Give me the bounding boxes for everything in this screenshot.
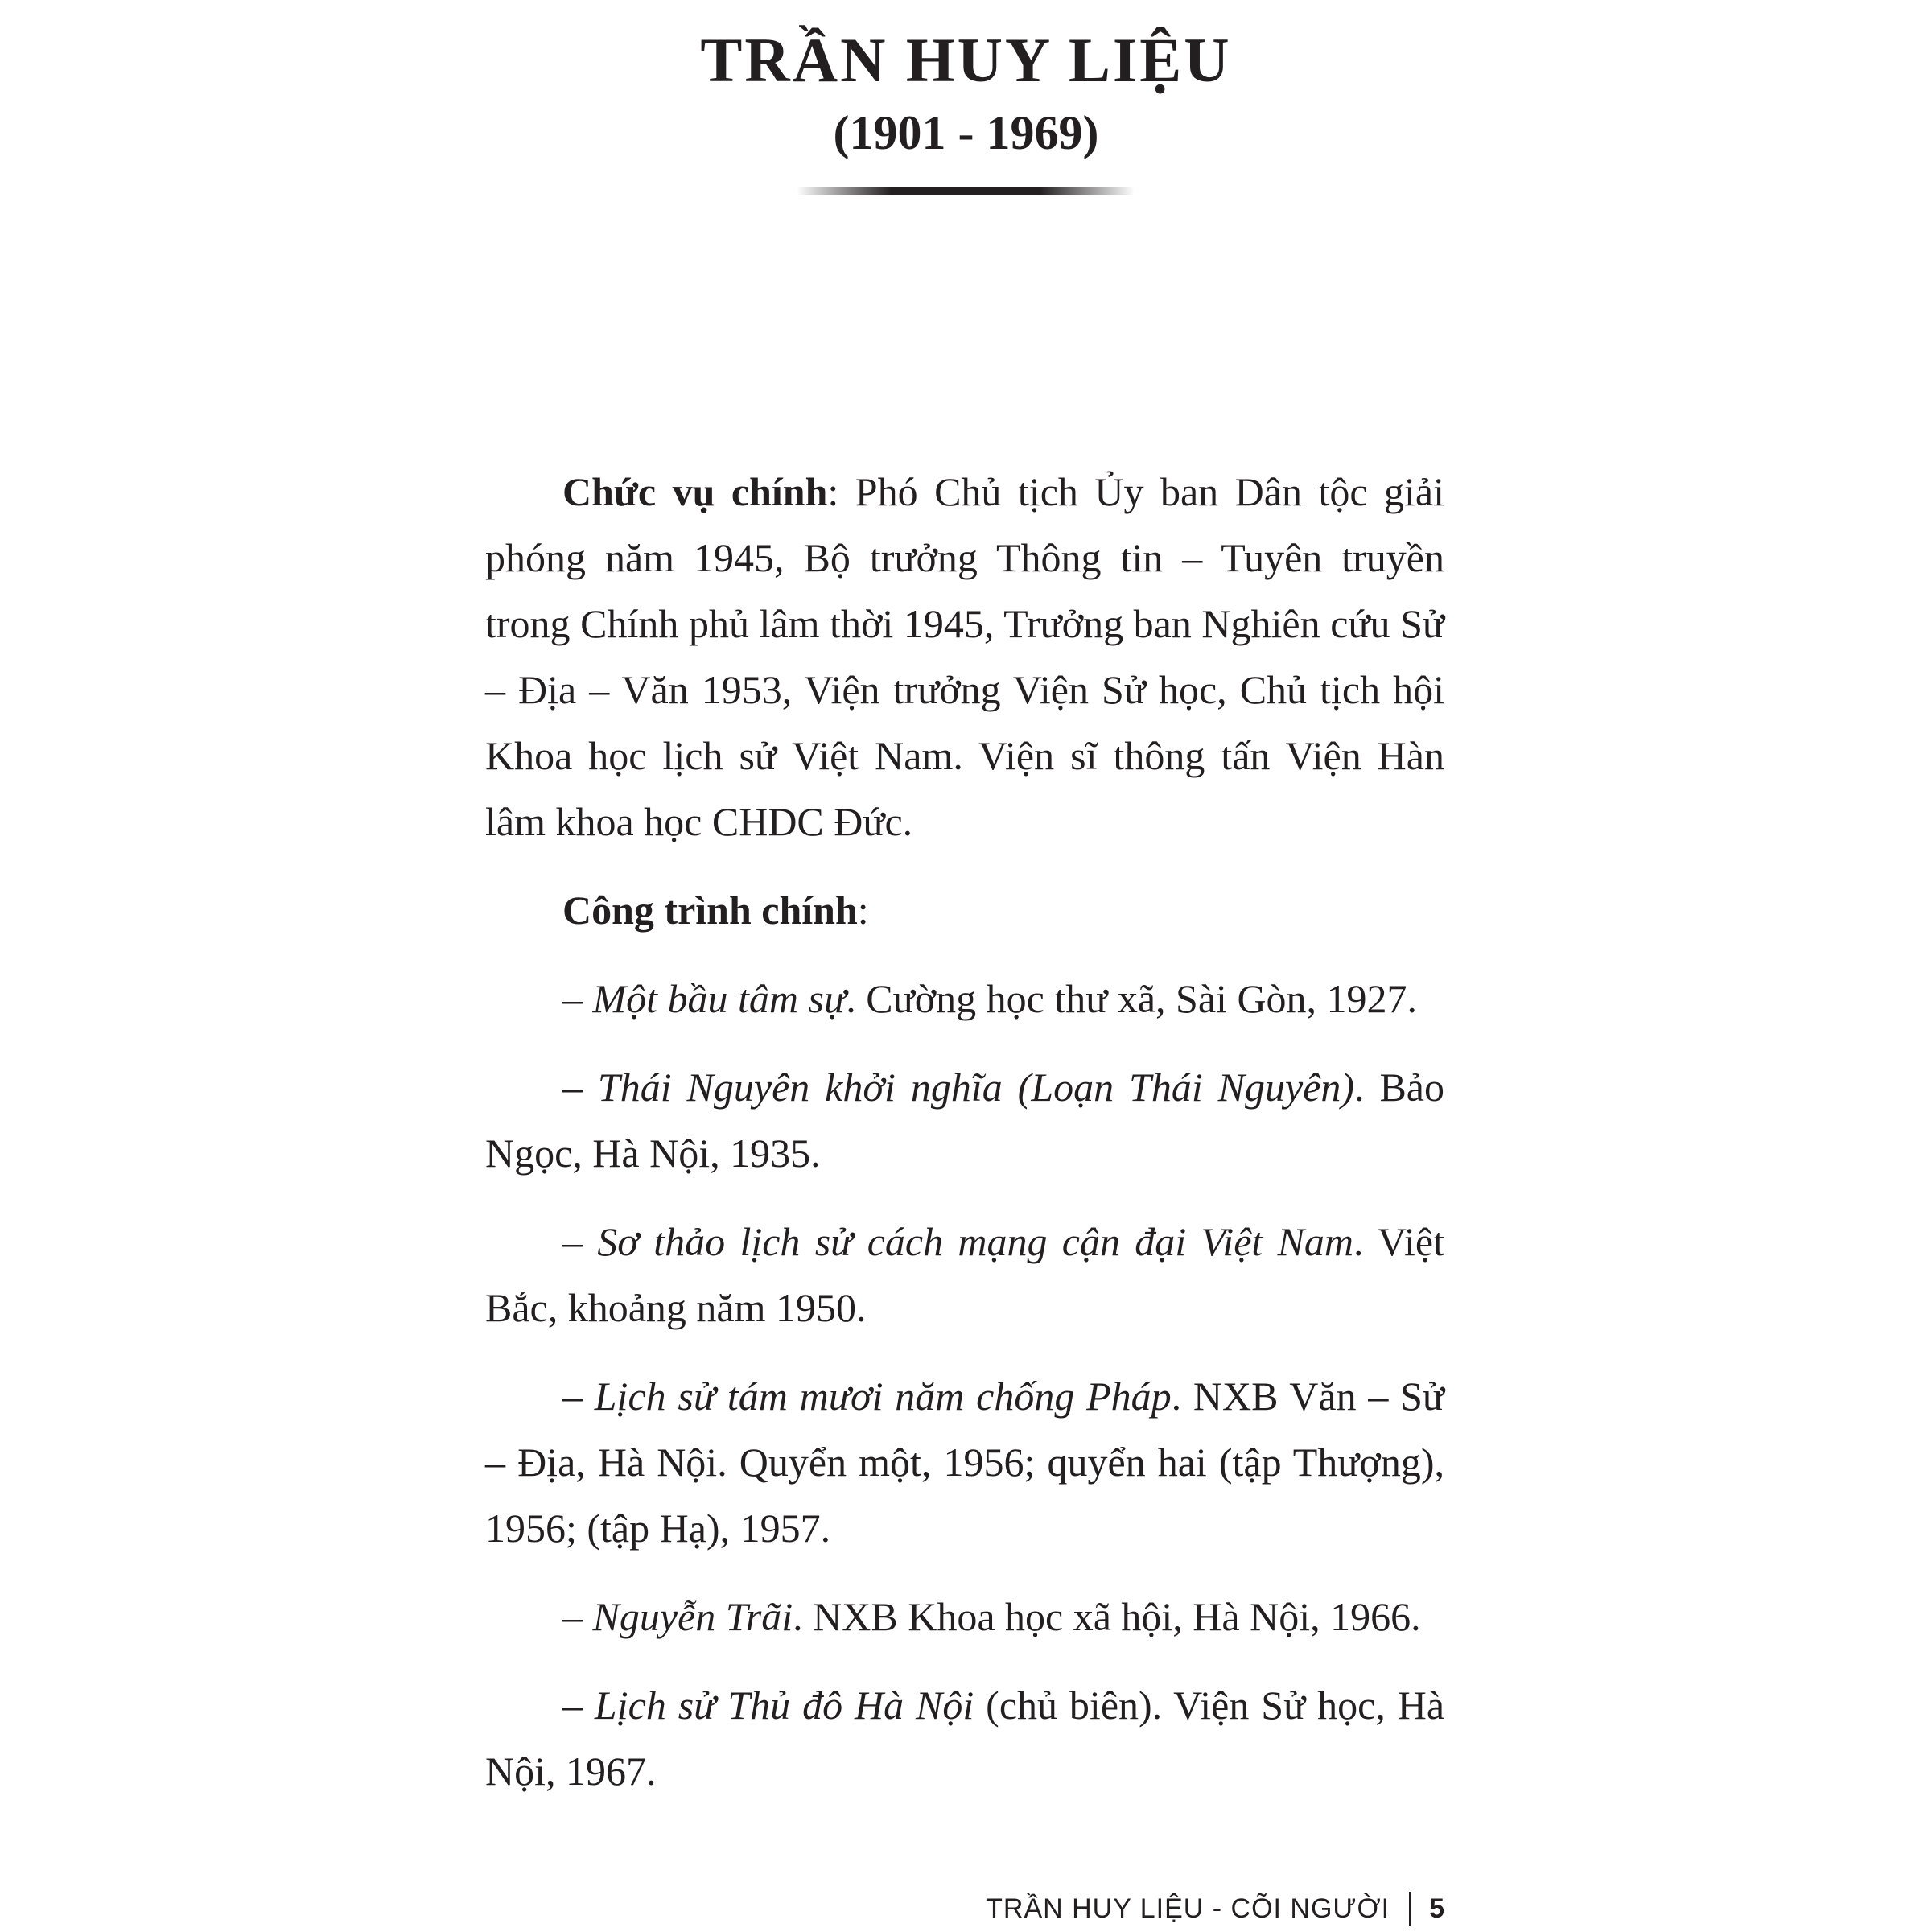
page-footer bbox=[950, 1891, 1444, 1926]
page-title: TRẦN HUY LIỆU bbox=[700, 25, 1232, 95]
work-item bbox=[485, 1584, 1444, 1650]
work-dash: – bbox=[562, 1683, 595, 1728]
positions-label: Chức vụ chính bbox=[562, 469, 828, 514]
work-details: . Bảo Ngọc, Hà Nội, 1935. bbox=[485, 1065, 1445, 1176]
title-divider bbox=[797, 187, 1135, 195]
works-colon: : bbox=[857, 888, 869, 933]
work-details: (chủ biên). Viện Sử học, Hà Nội, 1967. bbox=[485, 1683, 1445, 1794]
work-title: Sơ thảo lịch sử cách mạng cận đại Việt Nam bbox=[597, 1219, 1354, 1264]
page-body bbox=[485, 459, 1444, 1827]
footer-separator bbox=[1409, 1892, 1411, 1926]
work-details: . Việt Bắc, khoảng năm 1950. bbox=[485, 1219, 1444, 1330]
work-dash: – bbox=[562, 1219, 598, 1264]
work-item bbox=[485, 1363, 1444, 1561]
work-item bbox=[485, 1672, 1444, 1804]
positions-paragraph bbox=[485, 459, 1444, 855]
work-title: Một bầu tâm sự bbox=[592, 976, 847, 1021]
life-years: (1901 - 1969) bbox=[833, 106, 1099, 159]
work-details: . Cường học thư xã, Sài Gòn, 1927. bbox=[846, 976, 1418, 1021]
work-dash: – bbox=[562, 976, 593, 1021]
work-title: Lịch sử tám mươi năm chống Pháp bbox=[594, 1374, 1172, 1419]
work-item bbox=[485, 1054, 1444, 1186]
works-heading bbox=[485, 877, 1444, 943]
work-details: . NXB Khoa học xã hội, Hà Nội, 1966. bbox=[793, 1594, 1421, 1639]
work-title: Lịch sử Thủ đô Hà Nội bbox=[594, 1683, 974, 1728]
works-label: Công trình chính bbox=[562, 888, 858, 933]
work-dash: – bbox=[562, 1065, 598, 1110]
work-item bbox=[485, 1209, 1444, 1341]
work-item bbox=[485, 966, 1444, 1032]
work-details: . NXB Văn – Sử – Địa, Hà Nội. Quyển một, 1956; quyển hai (tập Thượng), 1956; (tập Hạ), 1957. bbox=[485, 1374, 1445, 1551]
work-title: Nguyễn Trãi bbox=[592, 1594, 793, 1639]
running-head: TRẦN HUY LIỆU - CÕI NGƯỜI bbox=[986, 1893, 1390, 1924]
page-number: 5 bbox=[1429, 1893, 1444, 1924]
work-dash: – bbox=[562, 1374, 595, 1419]
page-header bbox=[0, 16, 1932, 161]
positions-text: : Phó Chủ tịch Ủy ban Dân tộc giải phóng năm 1945, Bộ trưởng Thông tin – Tuyên truyền trong Chính phủ lâm thời 1945, Trưởng ban Nghiên cứu Sử – Địa – Văn 1953, Viện trưởng Viện Sử học, Chủ tịch hội Khoa học lịch sử Việt Nam. Viện sĩ thông tấn Viện Hàn lâm khoa học CHDC Đức. bbox=[485, 469, 1444, 844]
work-title: Thái Nguyên khởi nghĩa (Loạn Thái Nguyên) bbox=[597, 1065, 1355, 1110]
work-dash: – bbox=[562, 1594, 593, 1639]
